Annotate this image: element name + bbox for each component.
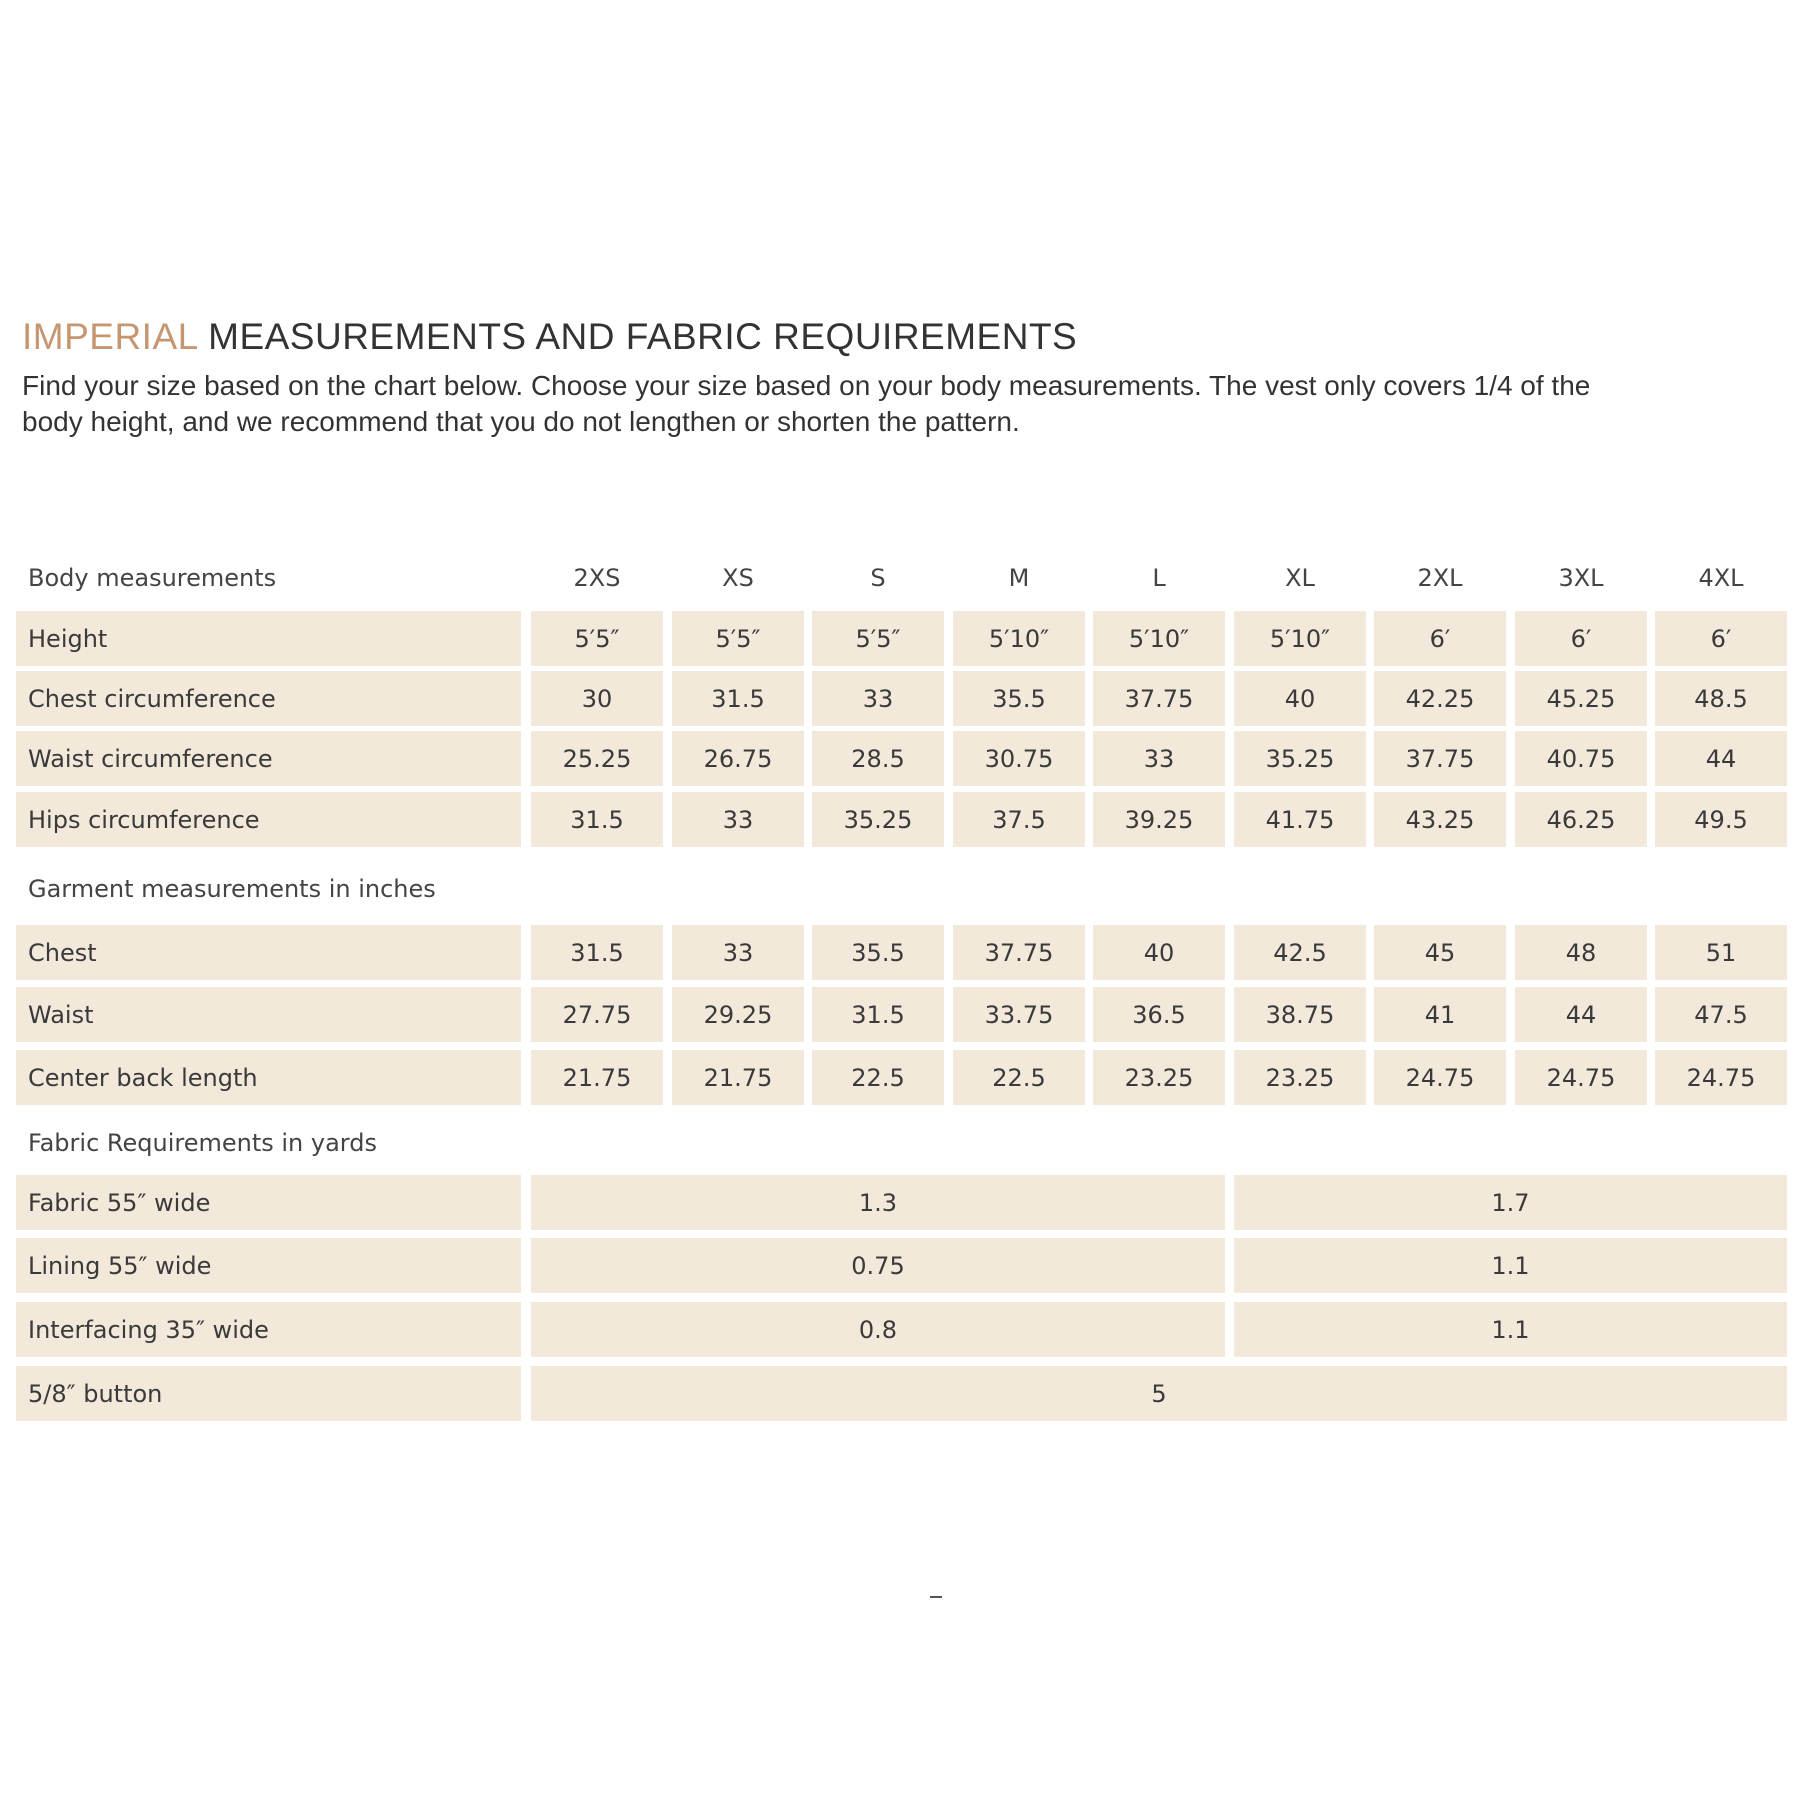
size-col-header: 3XL — [1558, 564, 1604, 592]
table-cell: 48 — [1515, 925, 1647, 980]
fabric-requirements-label: Fabric Requirements in yards — [28, 1129, 377, 1157]
row-label: Hips circumference — [16, 792, 521, 847]
merged-cell-large-sizes: 1.1 — [1234, 1302, 1787, 1357]
table-row — [0, 1175, 1800, 1230]
size-col-header: 4XL — [1698, 564, 1744, 592]
table-cell: 22.5 — [812, 1050, 944, 1105]
table-cell: 40 — [1234, 671, 1366, 726]
table-cell: 41 — [1374, 987, 1506, 1042]
table-cell: 33 — [672, 925, 804, 980]
table-row — [0, 1366, 1800, 1421]
table-row — [0, 671, 1800, 726]
title-rest: MEASUREMENTS AND FABRIC REQUIREMENTS — [197, 316, 1078, 357]
table-cell: 35.5 — [953, 671, 1085, 726]
table-cell: 46.25 — [1515, 792, 1647, 847]
row-label: 5/8″ button — [16, 1366, 521, 1421]
table-cell: 23.25 — [1234, 1050, 1366, 1105]
merged-cell-large-sizes: 1.7 — [1234, 1175, 1787, 1230]
table-cell: 37.5 — [953, 792, 1085, 847]
table-cell: 41.75 — [1234, 792, 1366, 847]
size-col-header: XS — [722, 564, 754, 592]
table-cell: 37.75 — [1374, 731, 1506, 786]
table-cell: 36.5 — [1093, 987, 1225, 1042]
table-cell: 31.5 — [531, 792, 663, 847]
table-cell: 33 — [812, 671, 944, 726]
table-cell: 42.5 — [1234, 925, 1366, 980]
table-cell: 26.75 — [672, 731, 804, 786]
table-cell: 33 — [1093, 731, 1225, 786]
table-row — [0, 925, 1800, 980]
stray-mark — [930, 1596, 942, 1598]
table-cell: 47.5 — [1655, 987, 1787, 1042]
merged-cell-large-sizes: 1.1 — [1234, 1238, 1787, 1293]
size-col-header: XL — [1285, 564, 1315, 592]
body-measurements-label: Body measurements — [28, 564, 277, 592]
table-cell: 24.75 — [1515, 1050, 1647, 1105]
table-cell: 21.75 — [672, 1050, 804, 1105]
table-cell: 33.75 — [953, 987, 1085, 1042]
table-cell: 42.25 — [1374, 671, 1506, 726]
table-cell: 5′10″ — [1234, 611, 1366, 666]
table-row — [0, 987, 1800, 1042]
size-col-header: S — [870, 564, 886, 592]
size-col-header: 2XS — [573, 564, 621, 592]
row-label: Chest — [16, 925, 521, 980]
size-col-header: 2XL — [1417, 564, 1463, 592]
title-accent: IMPERIAL — [22, 316, 198, 357]
table-cell: 45.25 — [1515, 671, 1647, 726]
table-cell: 31.5 — [672, 671, 804, 726]
table-cell: 5′5″ — [812, 611, 944, 666]
merged-cell-small-sizes: 0.8 — [531, 1302, 1225, 1357]
row-label: Waist — [16, 987, 521, 1042]
table-cell: 5′5″ — [531, 611, 663, 666]
table-cell: 49.5 — [1655, 792, 1787, 847]
table-row — [0, 611, 1800, 666]
merged-cell-small-sizes: 1.3 — [531, 1175, 1225, 1230]
table-cell: 31.5 — [531, 925, 663, 980]
row-label: Chest circumference — [16, 671, 521, 726]
table-cell: 6′ — [1515, 611, 1647, 666]
size-col-header: M — [1008, 564, 1030, 592]
table-row — [0, 1238, 1800, 1293]
table-cell: 24.75 — [1374, 1050, 1506, 1105]
table-cell: 30 — [531, 671, 663, 726]
intro-line-2: body height, and we recommend that you do not lengthen or shorten the pattern. — [22, 406, 1020, 437]
table-cell: 5′10″ — [953, 611, 1085, 666]
table-cell: 44 — [1515, 987, 1647, 1042]
table-cell: 30.75 — [953, 731, 1085, 786]
table-cell: 25.25 — [531, 731, 663, 786]
intro-text — [22, 368, 1762, 440]
size-col-header: L — [1152, 564, 1166, 592]
table-cell: 24.75 — [1655, 1050, 1787, 1105]
table-cell: 37.75 — [953, 925, 1085, 980]
table-cell: 23.25 — [1093, 1050, 1225, 1105]
merged-cell-small-sizes: 0.75 — [531, 1238, 1225, 1293]
table-row — [0, 792, 1800, 847]
table-cell: 45 — [1374, 925, 1506, 980]
page-title — [22, 318, 1077, 355]
row-label: Lining 55″ wide — [16, 1238, 521, 1293]
merged-cell-all-sizes: 5 — [531, 1366, 1787, 1421]
intro-line-1: Find your size based on the chart below. Choose your size based on your body measurements. The vest only covers 1/4 of the — [22, 370, 1591, 401]
table-cell: 37.75 — [1093, 671, 1225, 726]
size-header-row — [0, 558, 1800, 598]
table-cell: 43.25 — [1374, 792, 1506, 847]
row-label: Interfacing 35″ wide — [16, 1302, 521, 1357]
table-cell: 40 — [1093, 925, 1225, 980]
table-cell: 35.5 — [812, 925, 944, 980]
table-cell: 27.75 — [531, 987, 663, 1042]
table-row — [0, 731, 1800, 786]
table-row — [0, 1050, 1800, 1105]
table-cell: 33 — [672, 792, 804, 847]
table-cell: 5′10″ — [1093, 611, 1225, 666]
table-cell: 21.75 — [531, 1050, 663, 1105]
table-cell: 6′ — [1374, 611, 1506, 666]
table-cell: 35.25 — [812, 792, 944, 847]
table-cell: 5′5″ — [672, 611, 804, 666]
table-cell: 22.5 — [953, 1050, 1085, 1105]
row-label: Fabric 55″ wide — [16, 1175, 521, 1230]
table-cell: 44 — [1655, 731, 1787, 786]
row-label: Waist circumference — [16, 731, 521, 786]
row-label: Height — [16, 611, 521, 666]
table-row — [0, 1302, 1800, 1357]
table-cell: 29.25 — [672, 987, 804, 1042]
row-label: Center back length — [16, 1050, 521, 1105]
table-cell: 31.5 — [812, 987, 944, 1042]
table-cell: 38.75 — [1234, 987, 1366, 1042]
table-cell: 35.25 — [1234, 731, 1366, 786]
table-cell: 6′ — [1655, 611, 1787, 666]
table-cell: 39.25 — [1093, 792, 1225, 847]
table-cell: 28.5 — [812, 731, 944, 786]
table-cell: 40.75 — [1515, 731, 1647, 786]
table-cell: 51 — [1655, 925, 1787, 980]
table-cell: 48.5 — [1655, 671, 1787, 726]
garment-measurements-label: Garment measurements in inches — [28, 875, 436, 903]
